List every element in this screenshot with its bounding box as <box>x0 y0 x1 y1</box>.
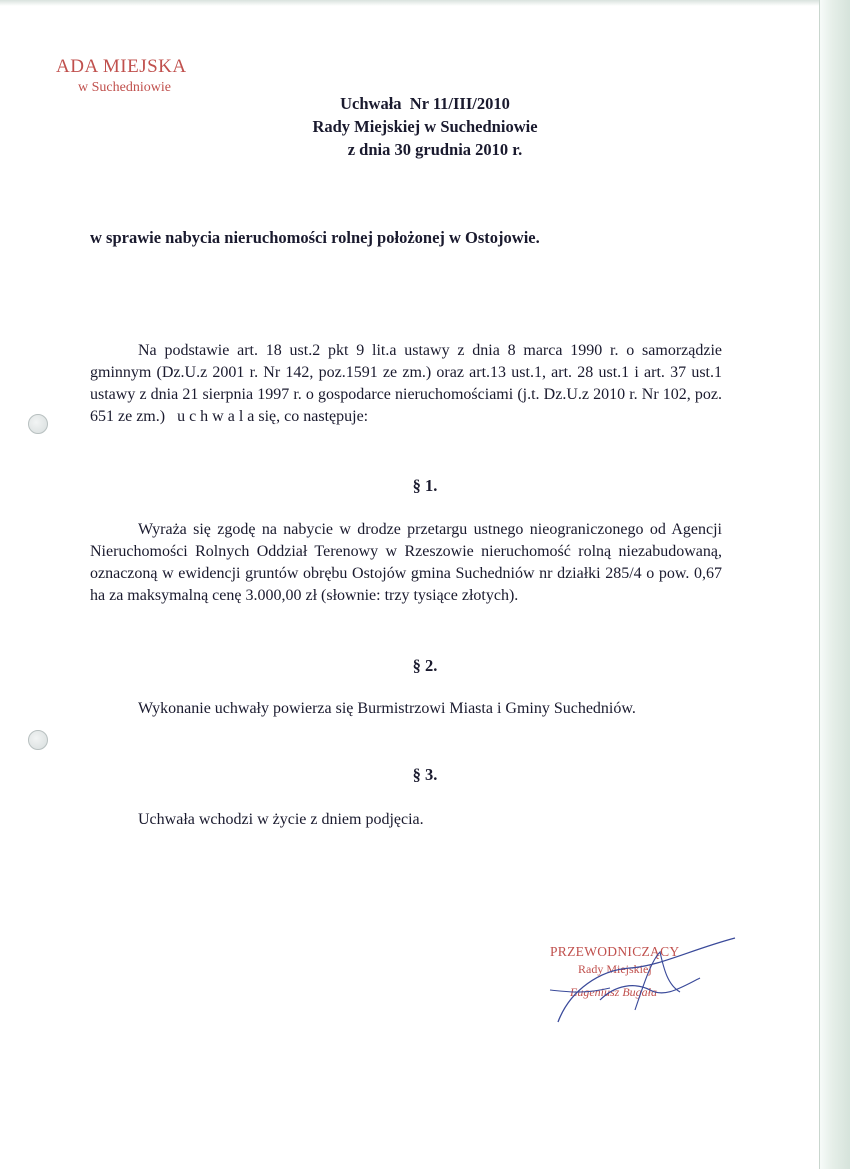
resolution-date: z dnia 30 grudnia 2010 r. <box>347 140 523 159</box>
section-1-paragraph <box>90 519 722 607</box>
scan-top-edge <box>0 0 850 6</box>
scan-right-edge <box>819 0 850 1169</box>
signature-stamp-body: Rady Miejskiej <box>578 962 652 976</box>
council-stamp-line2: w Suchedniowie <box>78 80 171 95</box>
section-3-heading: § 3. <box>412 765 438 784</box>
section-1-heading: § 1. <box>412 476 438 495</box>
preamble-text: Na podstawie art. 18 ust.2 pkt 9 lit.a ustawy z dnia 8 marca 1990 r. o samorządzie gminnym (Dz.U.z 2001 r. Nr 142, poz.1591 ze zm.) oraz art.13 ust.1, art. 28 ust.1 i art. 37 ust.1 ustawy z dnia 21 sierpnia 1997 r. o gospodarce nieruchomościami (j.t. Dz.U.z 2010 r. Nr 102, poz. 651 ze zm.) u c h w a l a się, co następuje: <box>90 342 726 425</box>
punch-hole-icon <box>28 414 48 434</box>
section-1-text: Wyraża się zgodę na nabycie w drodze przetargu ustnego nieograniczonego od Agencji Nieruchomości Rolnych Oddział Terenowy w Rzeszowie nieruchomość rolną niezabudowaną, oznaczoną w ewidencji gruntów obrębu Ostojów gmina Suchedniów nr działki 285/4 o pow. 0,67 ha za maksymalną cenę 3.000,00 zł (słownie: trzy tysiące złotych). <box>90 521 722 604</box>
section-2-paragraph <box>90 698 722 720</box>
signature-stamp-title: PRZEWODNICZĄCY <box>550 944 680 959</box>
resolution-subject: w sprawie nabycia nieruchomości rolnej położonej w Ostojowie. <box>90 228 540 247</box>
section-3-paragraph <box>90 809 722 831</box>
resolution-number: Uchwała Nr 11/III/2010 <box>340 94 510 113</box>
preamble-paragraph <box>90 340 726 428</box>
signature-stamp-name: Eugeniusz Bugała <box>570 985 657 999</box>
resolution-body: Rady Miejskiej w Suchedniowie <box>312 117 538 136</box>
handwritten-signature-icon <box>540 930 750 1030</box>
section-2-heading: § 2. <box>412 656 438 675</box>
council-stamp-line1: ADA MIEJSKA <box>56 56 187 77</box>
council-stamp <box>56 56 187 96</box>
section-2-text: Wykonanie uchwały powierza się Burmistrzowi Miasta i Gminy Suchedniów. <box>138 700 636 717</box>
resolution-header <box>0 92 850 161</box>
punch-hole-icon <box>28 730 48 750</box>
section-3-text: Uchwała wchodzi w życie z dniem podjęcia. <box>138 811 424 828</box>
